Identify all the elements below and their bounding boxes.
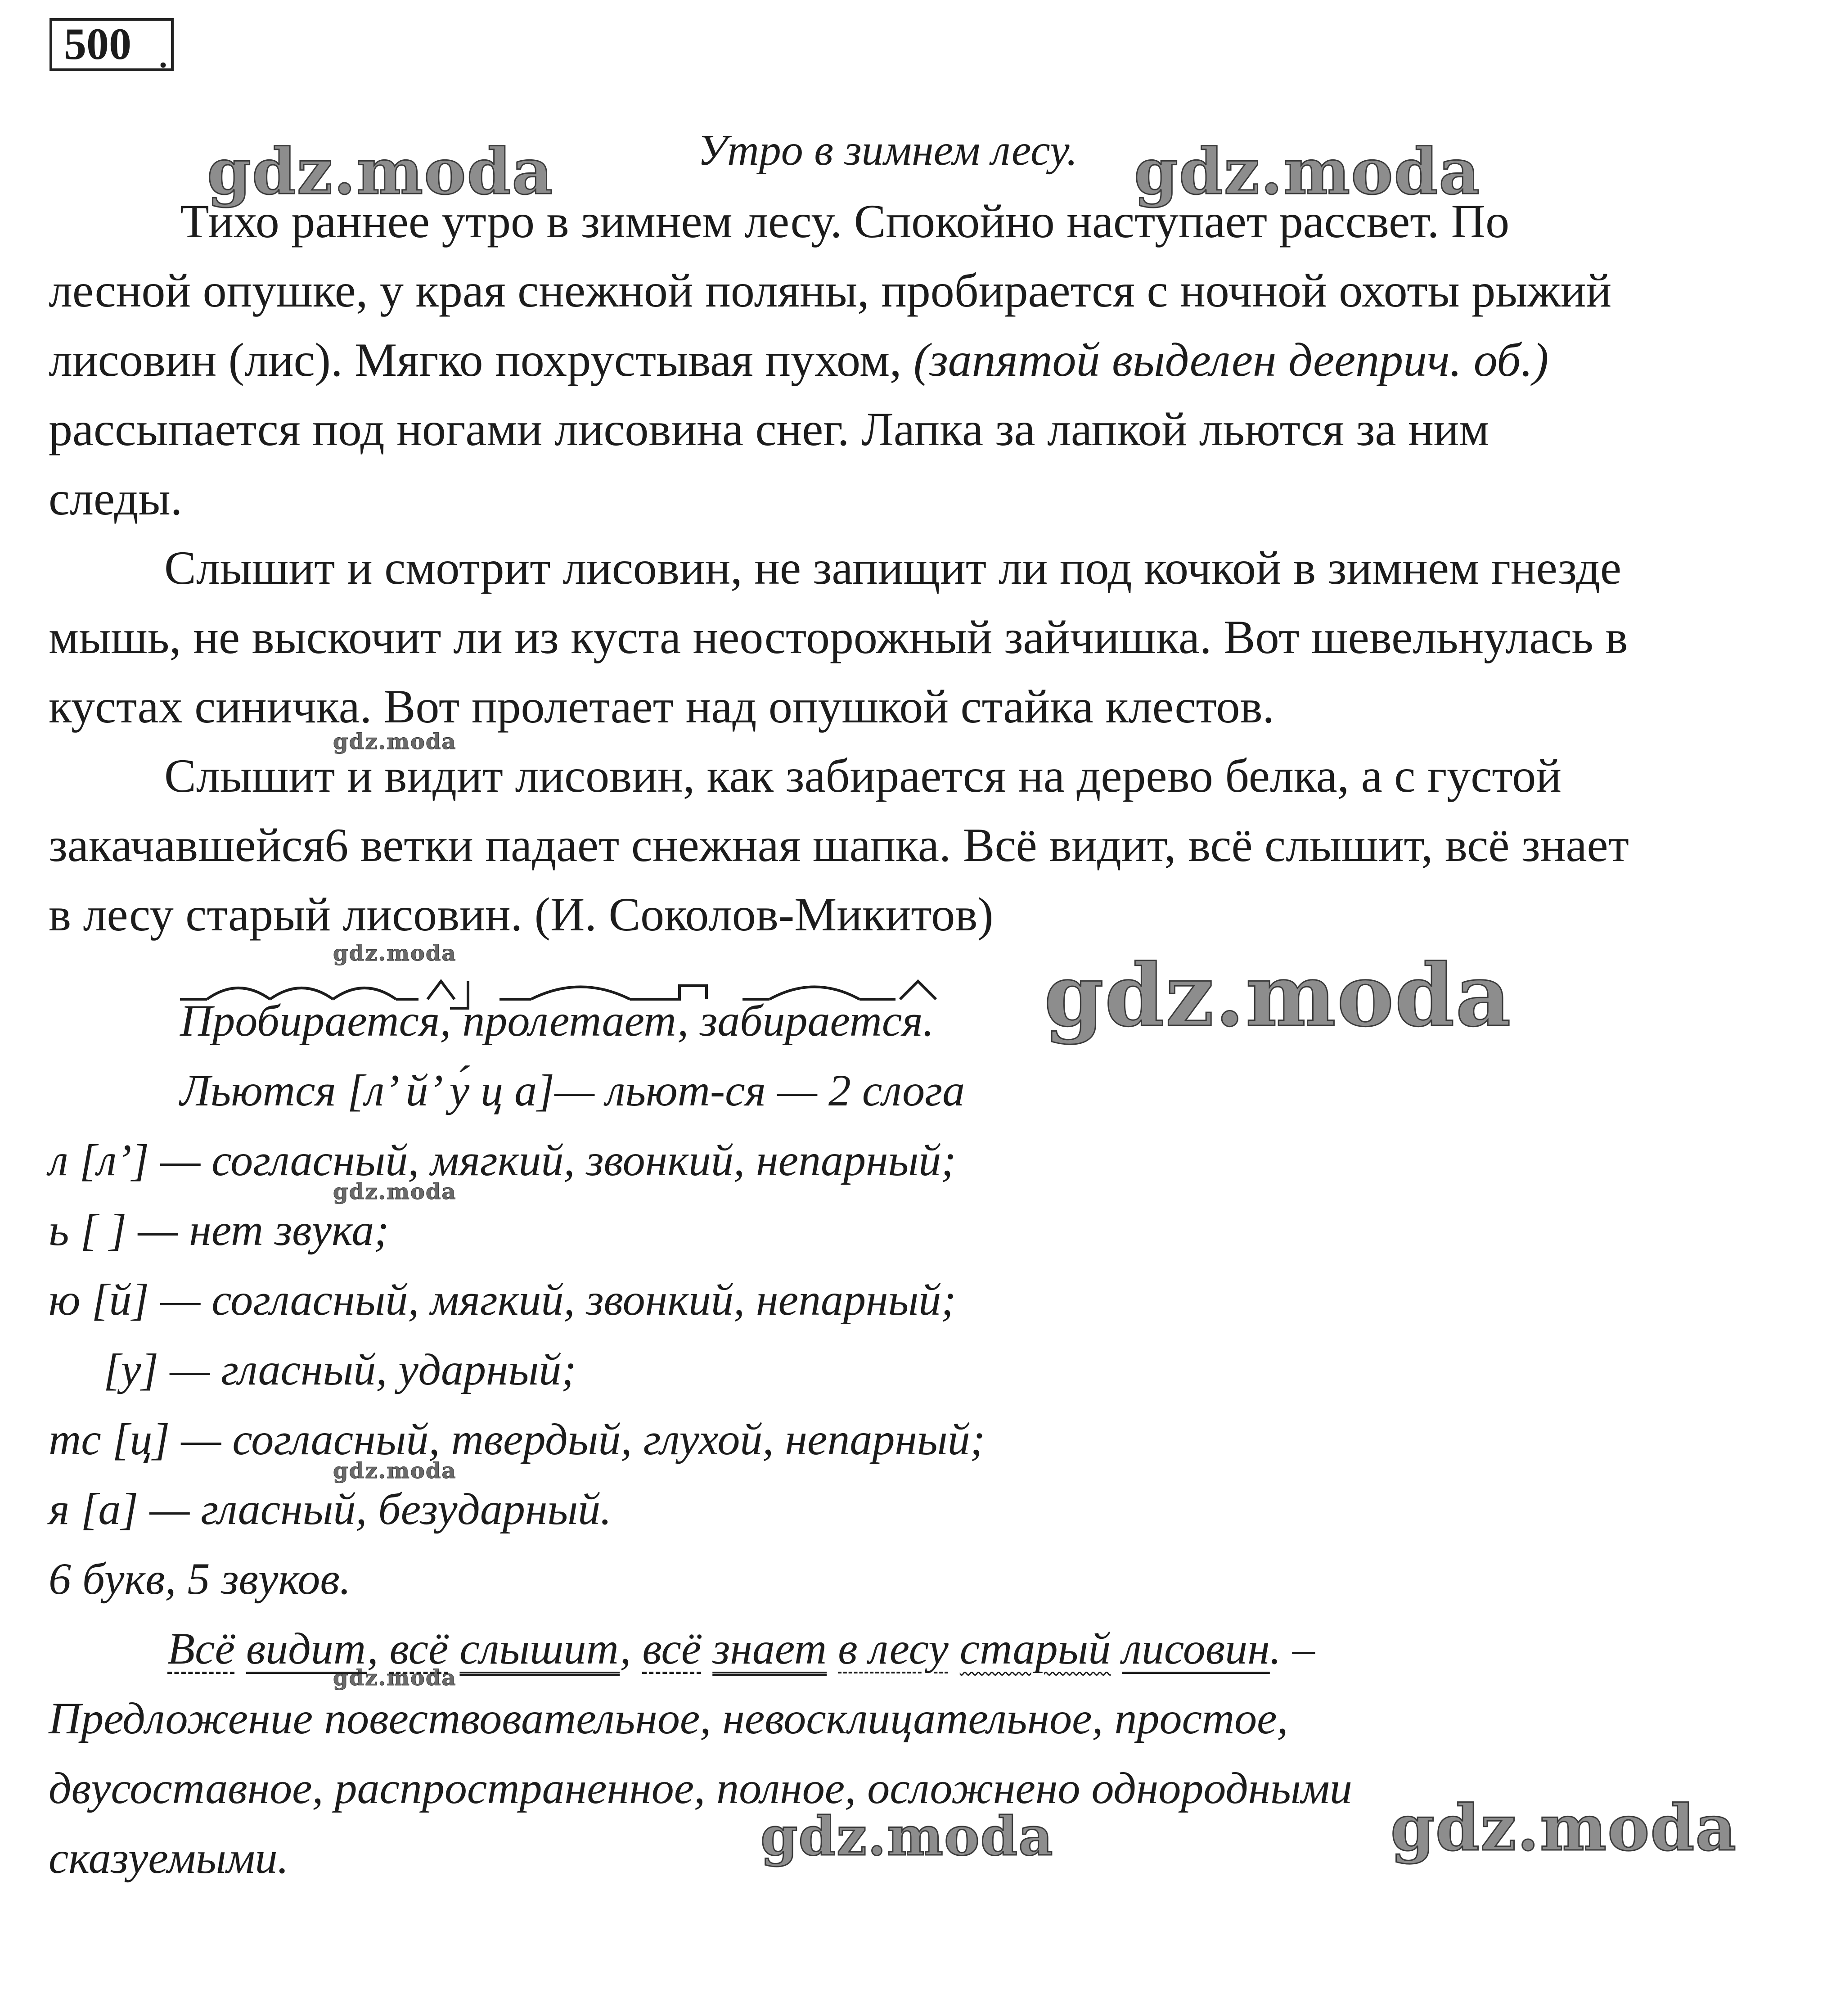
syntax-word: всё — [642, 1624, 702, 1673]
syntax-word: в лесу — [838, 1624, 949, 1673]
text-title: Утро в зимнем лесу. — [698, 126, 1078, 175]
syntax-line: сказуемыми. — [49, 1833, 289, 1883]
watermark: gdz.moda — [1044, 945, 1512, 1046]
syntax-word: Всё — [167, 1624, 235, 1673]
watermark: gdz.moda — [207, 135, 554, 209]
syntax-line: Предложение повествовательное, невосклицательное, простое, — [49, 1693, 1288, 1743]
watermark: gdz.moda — [333, 1665, 457, 1691]
text-line: кустах синичка. Вот пролетает над опушкой стайка клестов. — [49, 680, 1275, 733]
watermark: gdz.moda — [1390, 1791, 1737, 1865]
exercise-number: 500 — [50, 18, 174, 71]
text-line: Слышит и видит лисовин, как забирается на дерево белка, а с густой — [164, 749, 1562, 802]
text-line: следы. — [49, 472, 183, 525]
watermark: gdz.moda — [333, 941, 457, 966]
phonetic-line: [у] — гласный, ударный; — [104, 1344, 576, 1394]
phonetic-line: я [а] — гласный, безударный. — [49, 1484, 612, 1534]
syntax-sentence: Всё видит, всё слышит, всё знает в лесу старый лисовин. – — [167, 1624, 1315, 1673]
text-line — [49, 325, 1548, 395]
morpheme-words — [180, 995, 934, 1046]
syntax-word: слышит — [459, 1624, 620, 1673]
syntax-word: старый — [959, 1624, 1111, 1673]
text-line-part: лисовин (лис). Мягко похрустывая пухом, — [49, 334, 902, 386]
syntax-dash: . – — [1269, 1624, 1315, 1673]
phonetic-line: тс [ц] — согласный, твердый, глухой, непарный; — [49, 1414, 986, 1464]
text-line: Тихо раннее утро в зимнем лесу. Спокойно наступает рассвет. По — [180, 195, 1510, 248]
text-line: закачавшейся6 ветки падает снежная шапка. Всё видит, всё слышит, всё знает — [49, 819, 1629, 871]
watermark: gdz.moda — [760, 1805, 1054, 1867]
exercise-number-dot: . — [158, 27, 169, 77]
text-line: мышь, не выскочит ли из куста неосторожный зайчишка. Вот шевельнулась в — [49, 611, 1628, 663]
syntax-word: знает — [712, 1624, 827, 1673]
text-line: в лесу старый лисовин. (И. Соколов-Микитов) — [49, 888, 994, 941]
watermark: gdz.moda — [1134, 135, 1481, 209]
syntax-line: двусоставное, распространенное, полное, осложнено однородными — [49, 1763, 1352, 1813]
note: (запятой выделен дееприч. об.) — [914, 334, 1549, 386]
syntax-word: видит — [246, 1624, 367, 1673]
morpheme-word: пролетает, — [462, 996, 689, 1046]
syntax-word: лисовин — [1122, 1624, 1270, 1673]
morpheme-word: Пробирается, — [180, 996, 451, 1046]
phonetic-line: ю [й] — согласный, мягкий, звонкий, непарный; — [49, 1275, 956, 1325]
watermark: gdz.moda — [333, 729, 457, 754]
phonetic-line: 6 букв, 5 звуков. — [49, 1554, 351, 1604]
syntax-word: всё — [389, 1624, 449, 1673]
text-line: лесной опушке, у края снежной поляны, пробирается с ночной охоты рыжий — [49, 264, 1612, 317]
watermark: gdz.moda — [333, 1179, 457, 1204]
phonetic-heading: Льются [л’ й’ у́ ц а]— льют-ся — 2 слога — [180, 1065, 965, 1115]
phonetic-line: л [л’] — согласный, мягкий, звонкий, непарный; — [49, 1135, 956, 1185]
morpheme-word: забирается. — [700, 996, 934, 1046]
phonetic-line: ь [ ] — нет звука; — [49, 1205, 389, 1255]
text-line: Слышит и смотрит лисовин, не запищит ли под кочкой в зимнем гнезде — [164, 541, 1622, 594]
watermark: gdz.moda — [333, 1458, 457, 1484]
text-line: рассыпается под ногами лисовина снег. Лапка за лапкой льются за ним — [49, 403, 1490, 456]
